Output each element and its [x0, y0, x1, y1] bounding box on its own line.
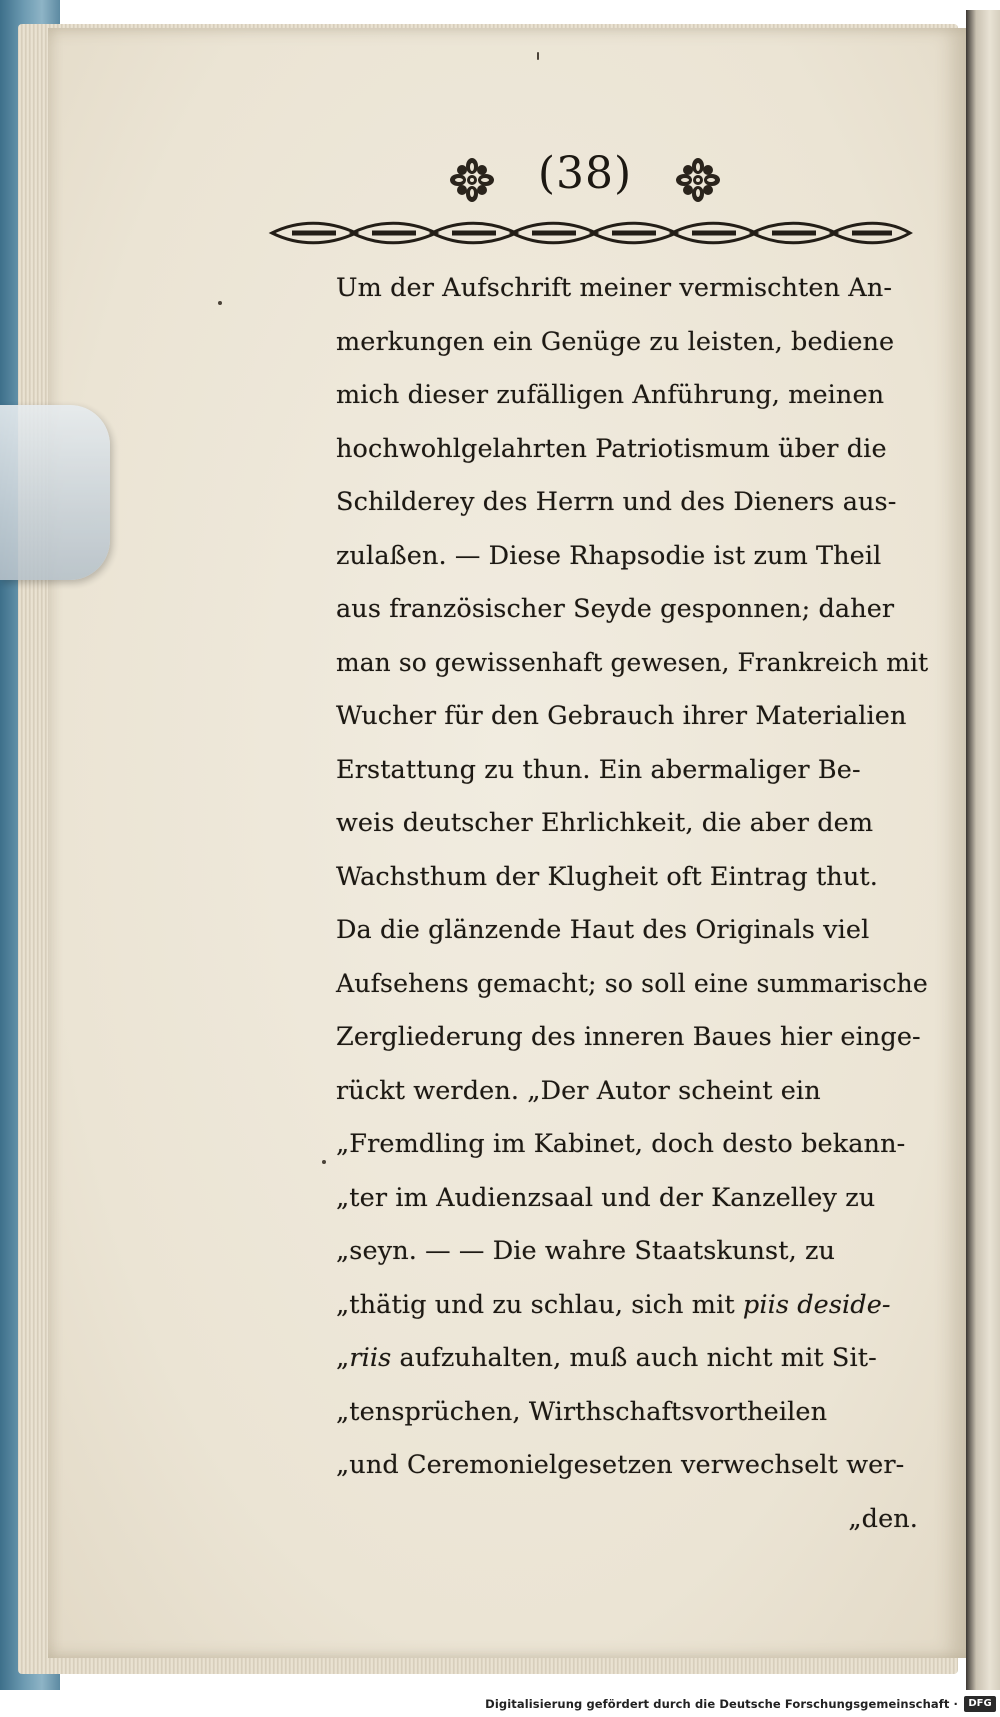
text-segment: „	[336, 1343, 350, 1373]
text-line: weis deutscher Ehrlichkeit, die aber dem	[336, 808, 874, 838]
paper-speck	[218, 301, 222, 305]
paper-speck	[322, 1160, 326, 1164]
body-text	[336, 262, 929, 1546]
text-line: rückt werden. „Der Autor scheint ein	[336, 1075, 821, 1106]
text-line: „Fremdling im Kabinet, doch desto bekann-	[336, 1129, 906, 1159]
text-line	[336, 1279, 926, 1333]
text-line: Da die glänzende Haut des Originals viel	[336, 915, 870, 945]
decorative-rule	[268, 218, 914, 248]
text-line: Schilderey des Herrn und des Dieners aus-	[336, 487, 897, 517]
text-line: zulaßen. — Diese Rhapsodie ist zum Theil	[336, 540, 882, 571]
bookmark-tab	[0, 405, 110, 580]
text-line: „seyn. — — Die wahre Staatskunst, zu	[336, 1236, 836, 1266]
flower-ornament-icon	[674, 156, 722, 204]
paper-speck	[537, 52, 539, 60]
text-line: Wucher für den Gebrauch ihrer Materialien	[336, 701, 907, 731]
dfg-logo: DFG	[964, 1696, 996, 1712]
text-line: Wachsthum der Klugheit oft Eintrag thut.	[336, 861, 878, 892]
text-line: Aufsehens gemacht; so soll eine summarische	[336, 968, 928, 999]
page-header	[440, 148, 730, 208]
text-line: mich dieser zufälligen Anführung, meinen	[336, 380, 885, 410]
text-line: Zergliederung des inneren Baues hier einge-	[336, 1022, 921, 1052]
text-line: Um der Aufschrift meiner vermischten An-	[336, 273, 893, 303]
text-segment: „thätig und zu schlau, sich mit	[336, 1289, 743, 1320]
text-line: man so gewissenhaft gewesen, Frankreich mit	[336, 647, 929, 678]
text-line: „ter im Audienzsaal und der Kanzelley zu	[336, 1182, 876, 1213]
text-line: hochwohlgelahrten Patriotismum über die	[336, 433, 887, 464]
page-number: (38)	[537, 148, 633, 199]
latin-italic-text: piis deside-	[742, 1289, 891, 1320]
latin-italic-text: riis	[349, 1343, 392, 1373]
facing-page-edge	[966, 10, 1000, 1700]
text-line: „den.	[848, 1503, 918, 1534]
text-line: „und Ceremonielgesetzen verwechselt wer-	[336, 1450, 905, 1480]
text-line: merkungen ein Genüge zu leisten, bediene	[336, 326, 895, 357]
text-line: Erstattung zu thun. Ein abermaliger Be-	[336, 754, 861, 785]
text-line: aus französischer Seyde gesponnen; daher	[336, 594, 895, 624]
funding-notice: Digitalisierung gefördert durch die Deutsche Forschungsgemeinschaft ·	[485, 1697, 958, 1711]
text-segment: aufzuhalten, muß auch nicht mit Sit-	[391, 1343, 877, 1373]
text-line	[336, 1332, 926, 1386]
text-line: „tensprüchen, Wirthschaftsvortheilen	[336, 1396, 828, 1427]
